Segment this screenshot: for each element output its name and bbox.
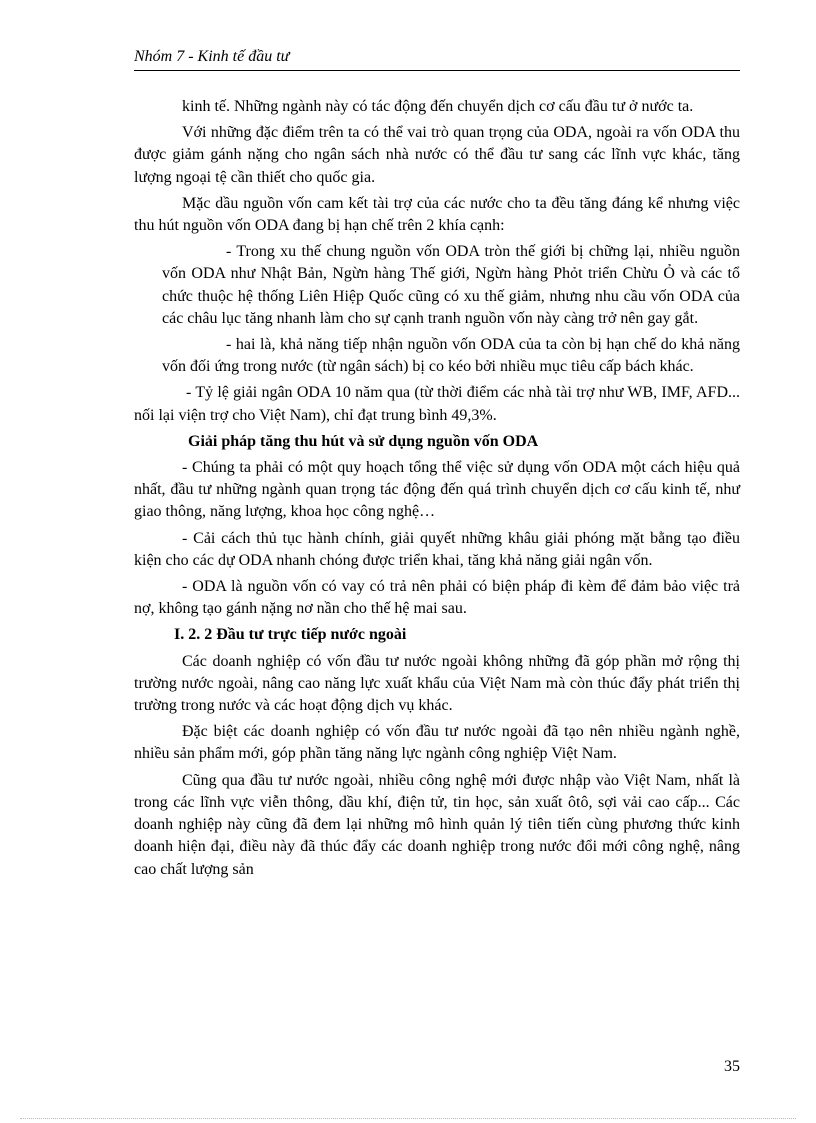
page-number: 35 (724, 1058, 740, 1075)
paragraph: Mặc dầu nguồn vốn cam kết tài trợ của các nước cho ta đều tăng đáng kể nhưng việc thu hút nguồn vốn ODA đang bị hạn chế trên 2 khía cạnh: (134, 194, 740, 235)
bullet-item: - Chúng ta phải có một quy hoạch tổng thể việc sử dụng vốn ODA một cách hiệu quả nhất, đầu tư những ngành quan trọng tác động đến quá trình chuyển dịch cơ cấu kinh tế, như giao thông, năng lượng, khoa học công nghệ… (134, 459, 740, 521)
bullet-item: - ODA là nguồn vốn có vay có trả nên phải có biện pháp đi kèm để đảm bảo việc trả nợ, không tạo gánh nặng nơ nần cho thế hệ mai sau. (134, 578, 740, 618)
bullet-item: - hai là, khả năng tiếp nhận nguồn vốn ODA của ta còn bị hạn chế do khả năng vốn đối ứng trong nước (từ ngân sách) bị co kéo bởi nhiều mục tiêu cấp bách khác. (162, 336, 740, 376)
paragraph: kinh tế. Những ngành này có tác động đến chuyển dịch cơ cấu đầu tư ở nước ta. (182, 98, 694, 115)
paragraph: Đặc biệt các doanh nghiệp có vốn đầu tư nước ngoài đã tạo nên nhiều ngành nghề, nhiều sản phẩm mới, góp phần tăng năng lực ngành công nghiệp Việt Nam. (134, 723, 740, 763)
bullet-item: - Tỷ lệ giải ngân ODA 10 năm qua (từ thời điểm các nhà tài trợ như WB, IMF, AFD... nối lại viện trợ cho Việt Nam), chỉ đạt trung bình 49,3%. (134, 384, 740, 424)
document-body (134, 96, 740, 885)
bullet-item: - Trong xu thế chung nguồn vốn ODA tròn thế giới bị chững lại, nhiều nguồn vốn ODA như Nhật Bản, Ngừn hàng Thế giới, Ngừn hàng Phỏt triển Chừu Ỏ và các tổ chức thuộc hệ thống Liên Hiệp Quốc cũng có xu thế giảm, nhưng nhu cầu vốn ODA của các châu lục tăng nhanh làm cho sự cạnh tranh nguồn vốn này càng trở nên gay gắt. (162, 243, 740, 327)
page-header: Nhóm 7 - Kinh tế đầu tư (134, 46, 740, 71)
paragraph: Cũng qua đầu tư nước ngoài, nhiều công nghệ mới được nhập vào Việt Nam, nhất là trong các lĩnh vực viễn thông, dầu khí, điện tử, tin học, sản xuất ôtô, sợi vải cao cấp... Các doanh nghiệp này cũng đã đem lại những mô hình quản lý tiên tiến cùng phương thức kinh doanh hiện đại, điều này đã thúc đẩy các doanh nghiệp trong nước đổi mới công nghệ, nâng cao chất lượng sản (134, 771, 740, 878)
paragraph: Các doanh nghiệp có vốn đầu tư nước ngoài không những đã góp phần mở rộng thị trường nước ngoài, nâng cao năng lực xuất khẩu của Việt Nam mà còn thúc đẩy phát triển thị trường trong nước và các hoạt động dịch vụ khác. (134, 652, 740, 715)
page-bottom-divider (20, 1118, 796, 1119)
section-heading: I. 2. 2 Đầu tư trực tiếp nước ngoài (174, 626, 407, 644)
section-heading: Giải pháp tăng thu hút và sử dụng nguồn vốn ODA (188, 432, 539, 450)
paragraph: Với những đặc điểm trên ta có thể vai trò quan trọng của ODA, ngoài ra vốn ODA thu được giảm gánh nặng cho ngân sách nhà nước có thể đầu tư sang các lĩnh vực khác, tăng lượng ngoại tệ cần thiết cho quốc gia. (134, 124, 740, 186)
bullet-item: - Cải cách thủ tục hành chính, giải quyết những khâu giải phóng mặt bằng tạo điều kiện cho các dự ODA nhanh chóng được triển khai, tăng khả năng giải ngân vốn. (134, 529, 740, 569)
